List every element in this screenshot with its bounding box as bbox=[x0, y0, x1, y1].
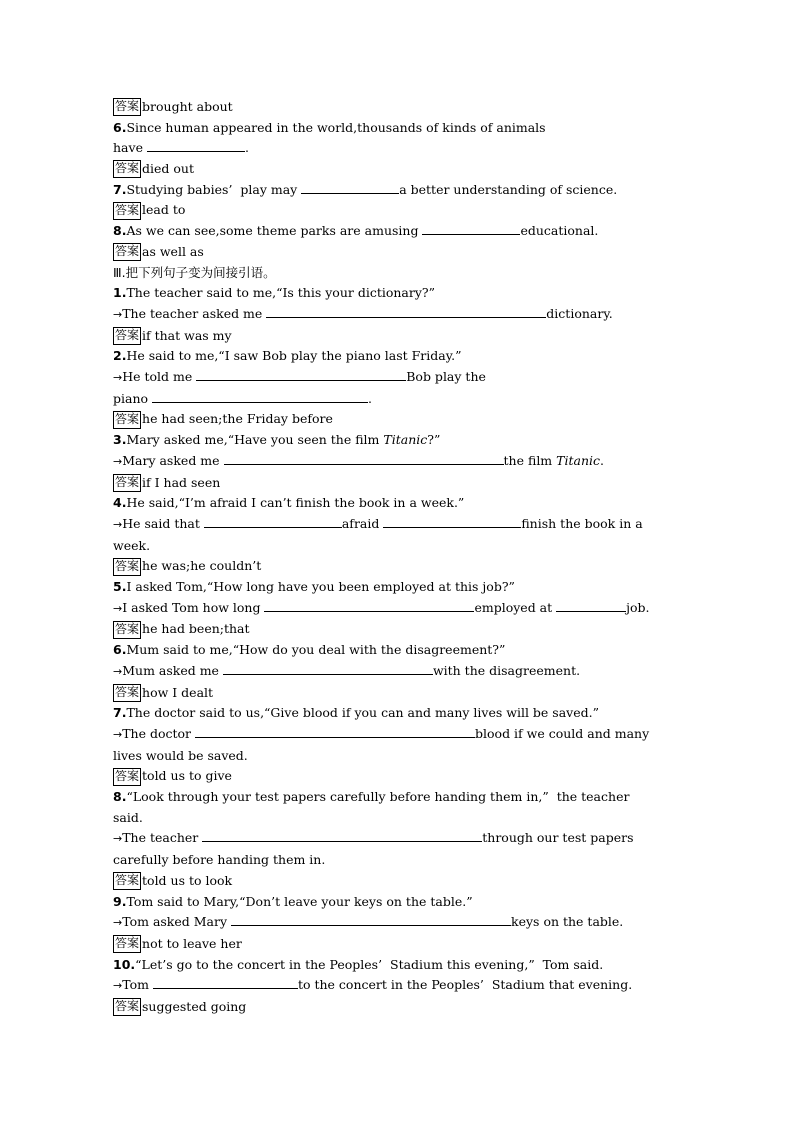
question-number: 6. bbox=[113, 119, 127, 135]
answer-text: he had seen;the Friday before bbox=[142, 411, 333, 427]
rewrite-text: I asked Tom how long bbox=[122, 599, 265, 615]
question-text: a better understanding of science. bbox=[399, 181, 618, 197]
rewrite-text: to the concert in the Peoples’ Stadium that evening. bbox=[297, 977, 633, 993]
question-number: 9. bbox=[113, 893, 127, 909]
answer-badge: 答案 bbox=[113, 474, 141, 492]
question-text: The doctor said to us,“Give blood if you can and many lives will be saved.” bbox=[126, 705, 599, 721]
question-2 bbox=[113, 346, 683, 367]
rewrite-line-cont: carefully before handing them in. bbox=[113, 852, 326, 868]
question-6b bbox=[113, 640, 683, 661]
answer-badge: 答案 bbox=[113, 243, 141, 261]
rewrite-line bbox=[113, 724, 683, 746]
question-8b bbox=[113, 787, 683, 808]
fill-blank[interactable] bbox=[383, 515, 521, 528]
question-text: ?” bbox=[427, 432, 441, 448]
rewrite-line-cont: week. bbox=[113, 537, 151, 553]
answer-row bbox=[113, 242, 683, 263]
answer-row bbox=[113, 619, 683, 640]
rewrite-text: Mary asked me bbox=[122, 452, 224, 468]
rewrite-line-cont bbox=[113, 389, 683, 410]
rewrite-text: Tom asked Mary bbox=[122, 914, 232, 930]
answer-text: as well as bbox=[142, 243, 204, 259]
worksheet-page bbox=[113, 97, 683, 1018]
answer-row bbox=[113, 556, 683, 577]
question-number: 5. bbox=[113, 579, 127, 595]
answer-row bbox=[113, 159, 683, 180]
question-number: 3. bbox=[113, 432, 127, 448]
fill-blank[interactable] bbox=[152, 390, 368, 403]
rewrite-line bbox=[113, 514, 683, 536]
rewrite-line bbox=[113, 304, 683, 326]
answer-badge: 答案 bbox=[113, 872, 141, 890]
answer-row bbox=[113, 683, 683, 704]
question-number: 8. bbox=[113, 789, 127, 805]
rewrite-line bbox=[113, 451, 683, 473]
answer-badge: 答案 bbox=[113, 160, 141, 178]
question-number: 7. bbox=[113, 181, 127, 197]
answer-row bbox=[113, 871, 683, 892]
rewrite-text: employed at bbox=[474, 599, 557, 615]
question-8 bbox=[113, 221, 683, 242]
film-title: Titanic bbox=[383, 432, 428, 448]
question-text: Tom said to Mary,“Don’t leave your keys on the table.” bbox=[126, 893, 473, 909]
rewrite-text: He said that bbox=[122, 515, 204, 531]
rewrite-text: Tom bbox=[122, 977, 153, 993]
question-text: Studying babies’ play may bbox=[126, 181, 302, 197]
answer-text: told us to give bbox=[142, 768, 232, 784]
fill-blank[interactable] bbox=[266, 305, 546, 318]
answer-row bbox=[113, 766, 683, 787]
question-3 bbox=[113, 430, 683, 451]
answer-row bbox=[113, 409, 683, 430]
arrow-icon: → bbox=[113, 727, 123, 741]
question-text: He said,“I’m afraid I can’t finish the book in a week.” bbox=[126, 495, 465, 511]
question-6 bbox=[113, 118, 683, 139]
question-text: Since human appeared in the world,thousands of kinds of animals bbox=[126, 119, 546, 135]
question-5 bbox=[113, 577, 683, 598]
fill-blank[interactable] bbox=[202, 829, 482, 842]
answer-badge: 答案 bbox=[113, 684, 141, 702]
question-10 bbox=[113, 955, 683, 976]
rewrite-text: keys on the table. bbox=[511, 914, 624, 930]
fill-blank[interactable] bbox=[195, 725, 475, 738]
arrow-icon: → bbox=[113, 454, 123, 468]
question-1 bbox=[113, 283, 683, 304]
answer-row bbox=[113, 97, 683, 118]
rewrite-text: He told me bbox=[122, 369, 197, 385]
rewrite-text: Bob play the bbox=[406, 369, 486, 385]
rewrite-line bbox=[113, 661, 683, 683]
question-text: “Look through your test papers carefully before handing them in,” the teacher bbox=[126, 789, 630, 805]
arrow-icon: → bbox=[113, 664, 123, 678]
answer-badge: 答案 bbox=[113, 202, 141, 220]
rewrite-text: The teacher asked me bbox=[122, 305, 267, 321]
rewrite-text: finish the book in a bbox=[521, 515, 643, 531]
arrow-icon: → bbox=[113, 916, 123, 930]
answer-badge: 答案 bbox=[113, 935, 141, 953]
rewrite-text: The doctor bbox=[122, 725, 196, 741]
rewrite-text: dictionary. bbox=[546, 305, 613, 321]
answer-badge: 答案 bbox=[113, 768, 141, 786]
fill-blank[interactable] bbox=[147, 139, 245, 152]
question-number: 7. bbox=[113, 705, 127, 721]
question-text: He said to me,“I saw Bob play the piano last Friday.” bbox=[126, 348, 462, 364]
answer-text: brought about bbox=[142, 99, 233, 114]
fill-blank[interactable] bbox=[224, 452, 504, 465]
rewrite-line bbox=[113, 975, 683, 997]
fill-blank[interactable] bbox=[223, 662, 433, 675]
film-title: Titanic bbox=[556, 452, 601, 468]
answer-row bbox=[113, 997, 683, 1018]
answer-badge: 答案 bbox=[113, 998, 141, 1016]
rewrite-text: with the disagreement. bbox=[432, 662, 581, 678]
question-number: 4. bbox=[113, 495, 127, 511]
question-9 bbox=[113, 892, 683, 913]
question-number: 10. bbox=[113, 956, 136, 972]
question-text: educational. bbox=[520, 223, 599, 239]
question-number: 6. bbox=[113, 642, 127, 658]
rewrite-text: The teacher bbox=[122, 830, 203, 846]
fill-blank[interactable] bbox=[204, 515, 342, 528]
rewrite-text: afraid bbox=[341, 515, 384, 531]
fill-blank[interactable] bbox=[153, 976, 298, 989]
question-number: 1. bbox=[113, 285, 127, 301]
arrow-icon: → bbox=[113, 832, 123, 846]
question-text: I asked Tom,“How long have you been employed at this job?” bbox=[126, 579, 515, 595]
answer-text: if I had seen bbox=[142, 474, 221, 490]
question-text: The teacher said to me,“Is this your dictionary?” bbox=[126, 285, 436, 301]
rewrite-line bbox=[113, 828, 683, 850]
answer-row bbox=[113, 473, 683, 494]
question-number: 2. bbox=[113, 348, 127, 364]
arrow-icon: → bbox=[113, 307, 123, 321]
question-text: Mary asked me,“Have you seen the film bbox=[126, 432, 384, 448]
answer-badge: 答案 bbox=[113, 558, 141, 576]
answer-text: lead to bbox=[142, 202, 186, 218]
arrow-icon: → bbox=[113, 601, 123, 615]
rewrite-text: piano bbox=[113, 390, 153, 406]
answer-row bbox=[113, 200, 683, 221]
question-6-cont bbox=[113, 138, 683, 159]
fill-blank[interactable] bbox=[231, 913, 511, 926]
rewrite-text: job. bbox=[626, 599, 650, 615]
answer-text: how I dealt bbox=[142, 684, 214, 700]
answer-badge: 答案 bbox=[113, 411, 141, 429]
question-text: As we can see,some theme parks are amusing bbox=[126, 223, 423, 239]
question-number: 8. bbox=[113, 223, 127, 239]
fill-blank[interactable] bbox=[556, 599, 626, 612]
rewrite-line-cont: lives would be saved. bbox=[113, 747, 248, 763]
question-7b bbox=[113, 703, 683, 724]
fill-blank[interactable] bbox=[422, 222, 520, 235]
answer-text: he had been;that bbox=[142, 621, 250, 637]
answer-text: suggested going bbox=[142, 999, 247, 1015]
rewrite-text: through our test papers bbox=[482, 830, 634, 846]
arrow-icon: → bbox=[113, 979, 123, 993]
question-7 bbox=[113, 180, 683, 201]
answer-text: not to leave her bbox=[142, 935, 242, 951]
question-text: Mum said to me,“How do you deal with the disagreement?” bbox=[126, 642, 506, 658]
answer-badge: 答案 bbox=[113, 98, 141, 116]
answer-row bbox=[113, 326, 683, 347]
rewrite-line bbox=[113, 598, 683, 620]
rewrite-text: blood if we could and many bbox=[475, 725, 650, 741]
fill-blank[interactable] bbox=[196, 368, 406, 381]
arrow-icon: → bbox=[113, 371, 123, 385]
fill-blank[interactable] bbox=[264, 599, 474, 612]
answer-text: told us to look bbox=[142, 872, 233, 888]
answer-text: if that was my bbox=[142, 327, 232, 343]
section-heading: Ⅲ.把下列句子变为间接引语。 bbox=[113, 264, 276, 280]
question-8b-cont: said. bbox=[113, 809, 143, 825]
answer-badge: 答案 bbox=[113, 327, 141, 345]
answer-text: he was;he couldn’t bbox=[142, 558, 262, 574]
rewrite-line bbox=[113, 912, 683, 934]
question-text: have bbox=[113, 140, 147, 156]
answer-badge: 答案 bbox=[113, 621, 141, 639]
rewrite-text: the film bbox=[503, 452, 557, 468]
rewrite-text: . bbox=[600, 452, 604, 468]
rewrite-text: . bbox=[368, 390, 372, 406]
answer-text: died out bbox=[142, 161, 194, 177]
fill-blank[interactable] bbox=[301, 181, 399, 194]
rewrite-text: Mum asked me bbox=[122, 662, 223, 678]
question-text: . bbox=[244, 140, 249, 156]
arrow-icon: → bbox=[113, 517, 123, 531]
answer-row bbox=[113, 934, 683, 955]
question-4 bbox=[113, 493, 683, 514]
rewrite-line bbox=[113, 367, 683, 389]
question-text: “Let’s go to the concert in the Peoples’ Stadium this evening,” Tom said. bbox=[135, 956, 604, 972]
